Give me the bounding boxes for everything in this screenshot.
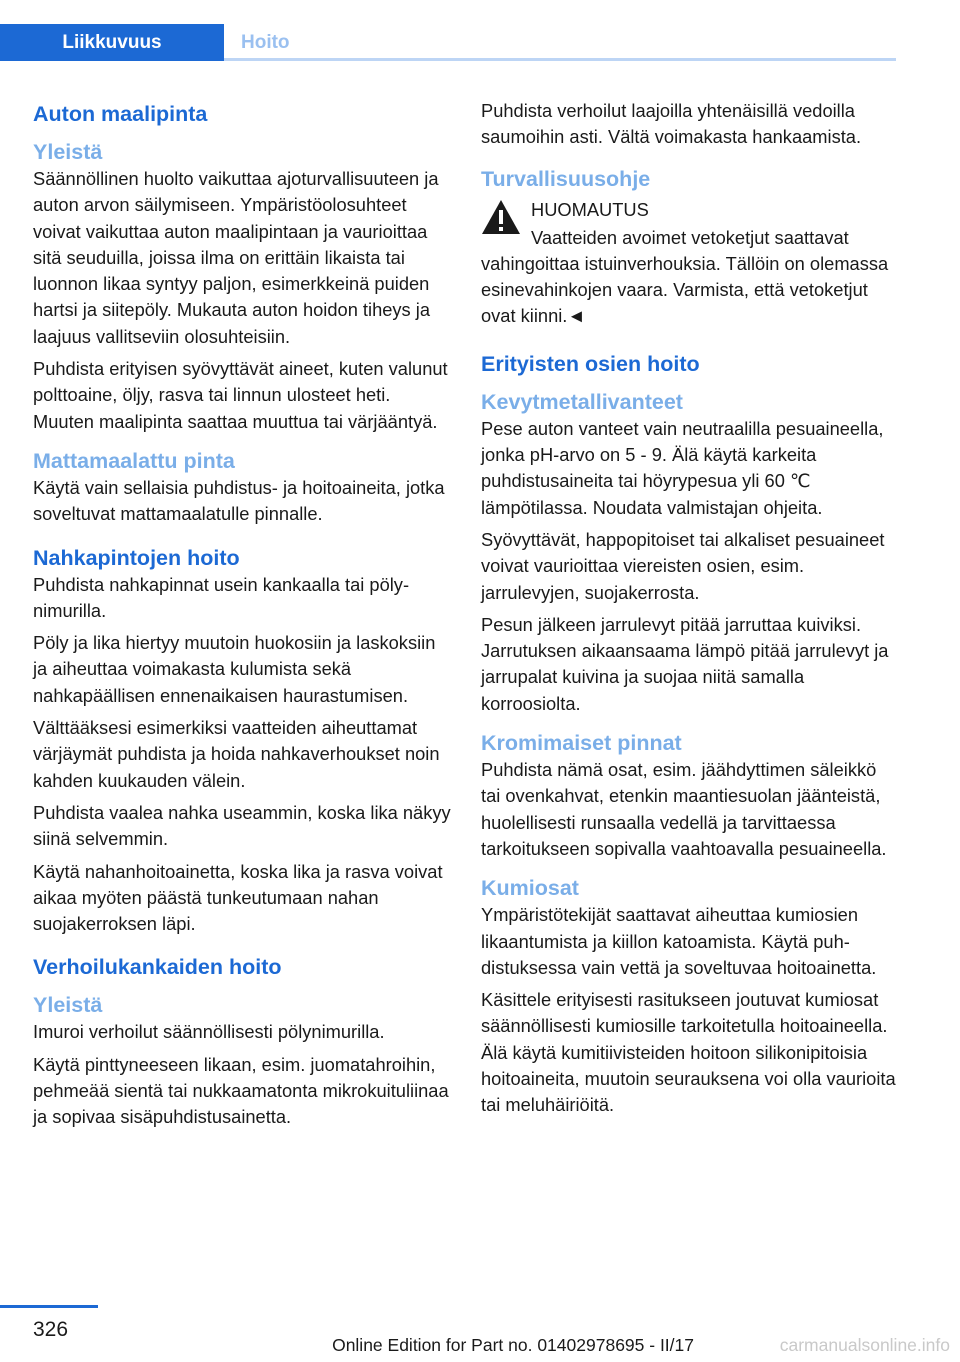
paragraph: Pöly ja lika hiertyy muutoin huokosiin ja laskoksiin ja aiheuttaa voimakasta kulumista sekä nahkapäällisen ennenaikaisen haurastumisen. bbox=[33, 632, 436, 706]
section-heading-paint: Auton maalipinta bbox=[33, 102, 208, 126]
paragraph: Käytä pinttyneeseen likaan, esim. juomatahroihin, pehmeää sientä tai nukkaamatonta mikrokuituliinaa ja sopivaa sisäpuhdistusainetta. bbox=[33, 1053, 449, 1128]
paragraph: Käytä nahanhoitoainetta, koska lika ja rasva voivat aikaa myöten päästä tunkeutumaan nahan suojakerroksen läpi. bbox=[33, 860, 443, 935]
warning-text: Vaatteiden avoimet vetoketjut saattavat vahingoittaa istuinverhouksia. Tällöin on olemassa esinevahinkojen vaara. Varmista, että vetoketjut ovat kiinni.◄ bbox=[481, 226, 889, 327]
subheading-chrome: Kromimaiset pinnat bbox=[481, 731, 682, 756]
section-heading-upholstery: Verhoilukankaiden hoito bbox=[33, 955, 282, 980]
paragraph: Puhdista nahkapinnat usein kankaalla tai pölynimurilla. bbox=[33, 573, 410, 621]
paragraph: Imuroi verhoilut säännöllisesti pölynimurilla. bbox=[33, 1021, 385, 1043]
subheading-matte-paint: Mattamaalattu pinta bbox=[33, 448, 235, 473]
right-column bbox=[481, 98, 899, 1125]
warning-title: HUOMAUTUS bbox=[531, 198, 649, 220]
subheading-alloy-wheels: Kevytmetallivanteet bbox=[481, 389, 683, 414]
subheading-safety: Turvallisuusohje bbox=[481, 166, 651, 191]
edition-text: Online Edition for Part no. 01402978695 - II/17 bbox=[332, 1335, 694, 1355]
paragraph: Käytä vain sellaisia puhdistus- ja hoitoaineita, jotka soveltuvat mattamaalatulle pinnalle. bbox=[33, 476, 445, 525]
paragraph: Välttääksesi esimerkiksi vaatteiden aiheuttamat värjäymät puhdista ja hoida nahkaverhoukset noin kahden kuukauden välein. bbox=[33, 717, 440, 791]
paragraph: Pesun jälkeen jarrulevyt pitää jarruttaa kuiviksi. Jarrutuksen aikaansaama lämpö pitää jarrulevyt ja jarrupalat kuivina ja suojaa niitä samalla korroosiolta. bbox=[481, 613, 889, 714]
page-number: 326 bbox=[33, 1318, 69, 1341]
header-tabs bbox=[0, 24, 896, 61]
subheading-rubber: Kumiosat bbox=[481, 876, 579, 901]
subheading-general: Yleistä bbox=[33, 993, 103, 1018]
subheading-general: Yleistä bbox=[33, 140, 103, 164]
paragraph: Syövyttävät, happopitoiset tai alkaliset pesuaineet voivat vaurioittaa viereisten osien, esim. jarrulevyjen, suojakerrosta. bbox=[481, 528, 885, 603]
paragraph: Puhdista erityisen syövyttävät aineet, kuten valunut polttoaine, öljy, rasva tai linnun ulosteet heti. Muuten maalipinta saattaa muuttua tai värjääntyä. bbox=[33, 358, 448, 432]
paragraph: Puhdista vaalea nahka useammin, koska lika näkyy siinä selvemmin. bbox=[33, 801, 451, 850]
paragraph: Käsittele erityisesti rasitukseen joutuvat kumiosat säännöllisesti kumiosille tarkoitetulla hoitoaineella. Älä käytä kumitiivisteiden hoitoon silikonipitoisia hoitoaineita, muutoin seurauksena voi olla vaurioita tai meluhäiriöitä. bbox=[481, 989, 896, 1116]
watermark: carmanualsonline.info bbox=[779, 1335, 950, 1355]
paragraph: Puhdista verhoilut laajoilla yhtenäisillä vedoilla saumoihin asti. Vältä voimakasta hankaamista. bbox=[481, 100, 862, 148]
left-column bbox=[33, 98, 451, 1137]
paragraph: Pese auton vanteet vain neutraalilla pesuaineella, jonka pH-arvo on 5 - 9. Älä käytä karkeita puhdistusaineita tai höyrypesua yli 60 ℃ lämpötilassa. Noudata valmistajan ohjeita. bbox=[481, 417, 884, 518]
section-heading-special-parts: Erityisten osien hoito bbox=[481, 351, 700, 376]
paragraph: Ympäristötekijät saattavat aiheuttaa kumiosien likaantumista ja kiillon katoamista. Käytä puhdistuksessa vain vettä ja soveltuvaa hoitoainetta. bbox=[481, 904, 877, 978]
tab-hoito[interactable]: Hoito bbox=[241, 32, 290, 53]
tab-liikkuvuus[interactable]: Liikkuvuus bbox=[0, 24, 224, 61]
paragraph: Puhdista nämä osat, esim. jäähdyttimen säleikkö tai ovenkahvat, etenkin maantiesuolan jäänteistä, huolellisesti runsaalla vedellä ja tarvittaessa tarkoitukseen sopivalla vaahtoavalla pesuaineella. bbox=[481, 759, 887, 859]
paragraph: Säännöllinen huolto vaikuttaa ajoturvallisuuteen ja auton arvon säilymiseen. Ympäristöolosuhteet voivat vaikuttaa auton maalipintaan ja vaurioittaa sitä seuduilla, joissa ilma on erittäin likaista tai luonnon likaa syntyy paljon, esimerkkeinä puiden hartsi ja siitepöly. Mukauta auton hoidon tiheys ja laajuus vallitseviin olosuhteisiin. bbox=[33, 168, 439, 347]
warning-triangle-icon bbox=[481, 199, 521, 235]
header-divider bbox=[224, 58, 896, 61]
warning-block bbox=[481, 195, 899, 330]
section-heading-leather: Nahkapintojen hoito bbox=[33, 545, 240, 570]
footer-divider bbox=[0, 1305, 98, 1308]
